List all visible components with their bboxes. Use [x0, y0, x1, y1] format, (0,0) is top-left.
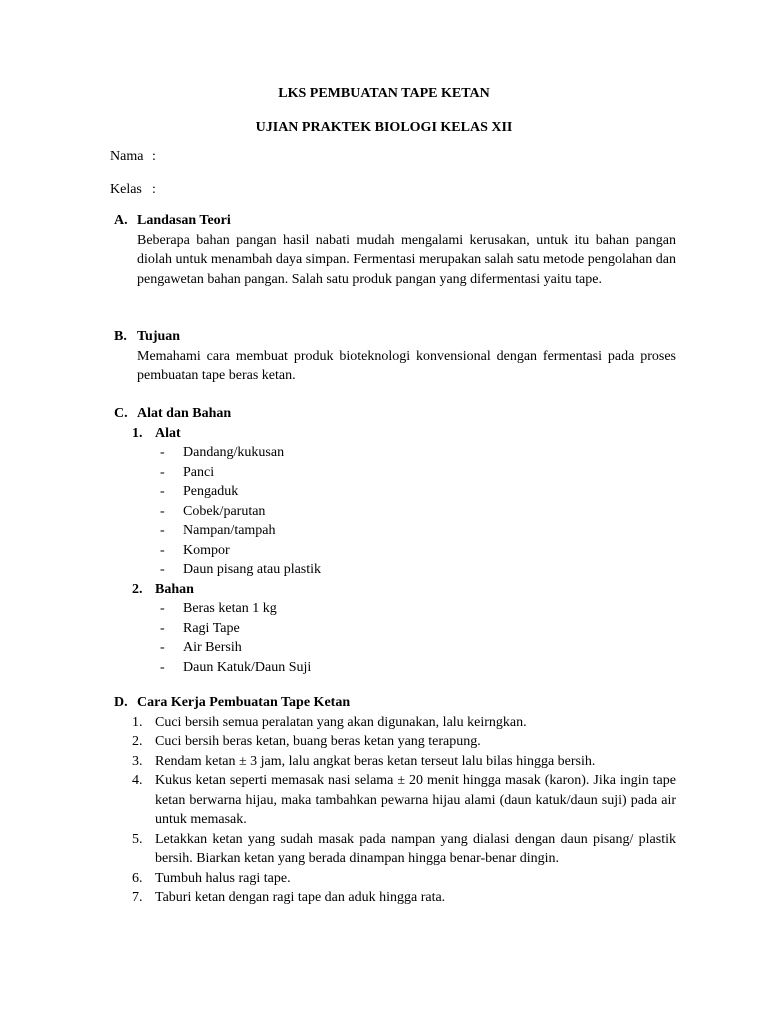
kelas-label: Kelas	[110, 182, 142, 197]
bahan-list	[114, 599, 676, 677]
section-cara-kerja	[114, 693, 676, 908]
step-text: Tumbuh halus ragi tape.	[155, 870, 291, 886]
list-item-text: Pengaduk	[183, 484, 239, 499]
section-heading-text: Cara Kerja Pembuatan Tape Ketan	[137, 695, 351, 710]
step-number: 1.	[132, 714, 143, 730]
list-item-text: Nampan/tampah	[183, 523, 276, 538]
list-item	[114, 541, 676, 561]
step-text: Cuci bersih beras ketan, buang beras ketan yang terapung.	[155, 734, 481, 749]
list-item-text: Air Bersih	[183, 640, 242, 655]
step-text: Kukus ketan seperti memasak nasi selama ± 20 menit hingga masak (karon). Jika ingin tape ketan berwarna hijau, maka tambahkan pewarna hijau alami (daun katuk/daun suji) pada air untuk memasak.	[155, 773, 676, 827]
list-item-text: Panci	[183, 464, 215, 480]
kelas-colon: :	[152, 182, 156, 197]
section-heading	[114, 327, 676, 347]
dash-bullet: -	[160, 640, 165, 655]
dash-bullet: -	[160, 445, 165, 460]
step-item	[114, 752, 676, 772]
list-item	[114, 521, 676, 541]
subsection-heading-bahan	[114, 580, 676, 600]
list-item	[114, 482, 676, 502]
section-heading-text: Tujuan	[137, 329, 181, 344]
section-heading-text: Landasan Teori	[137, 213, 231, 228]
list-item-text: Cobek/parutan	[183, 503, 266, 519]
nama-label: Nama	[110, 149, 144, 164]
dash-bullet: -	[160, 542, 165, 558]
list-item-text: Daun Katuk/Daun Suji	[183, 659, 312, 675]
list-item	[114, 502, 676, 522]
list-item	[114, 443, 676, 463]
section-heading	[114, 211, 676, 231]
kelas-field	[110, 182, 156, 198]
section-letter: A.	[114, 213, 128, 228]
list-item-text: Kompor	[183, 542, 230, 558]
nama-field	[110, 149, 156, 165]
step-number: 2.	[132, 734, 143, 749]
list-item-text: Ragi Tape	[183, 620, 240, 636]
step-number: 7.	[132, 890, 143, 905]
section-heading-text: Alat dan Bahan	[137, 406, 232, 421]
step-text: Taburi ketan dengan ragi tape dan aduk hingga rata.	[155, 890, 446, 905]
section-tujuan	[114, 327, 676, 386]
dash-bullet: -	[160, 523, 165, 538]
list-item	[114, 638, 676, 658]
step-item	[114, 713, 676, 733]
subsection-heading-text: Bahan	[155, 581, 194, 597]
list-item-text: Beras ketan 1 kg	[183, 601, 277, 616]
section-paragraph: Beberapa bahan pangan hasil nabati mudah mengalami kerusakan, untuk itu bahan pangan diolah untuk menambah daya simpan. Fermentasi merupakan salah satu metode pengolahan dan pengawetan bahan pangan. Salah satu produk pangan yang difermentasi yaitu tape.	[137, 232, 676, 287]
dash-bullet: -	[160, 659, 165, 675]
section-alat-dan-bahan	[114, 404, 676, 677]
subsection-number: 1.	[132, 425, 143, 441]
dash-bullet: -	[160, 562, 165, 577]
alat-list	[114, 443, 676, 580]
step-item	[114, 732, 676, 752]
subsection-heading-alat	[114, 424, 676, 444]
section-letter: B.	[114, 329, 127, 344]
section-paragraph: Memahami cara membuat produk bioteknologi konvensional dengan fermentasi pada proses pembuatan tape beras ketan.	[137, 348, 676, 383]
document-subtitle: UJIAN PRAKTEK BIOLOGI KELAS XII	[255, 120, 513, 135]
step-item	[114, 888, 676, 908]
list-item	[114, 619, 676, 639]
document-title: LKS PEMBUATAN TAPE KETAN	[278, 86, 490, 101]
step-text: Rendam ketan ± 3 jam, lalu angkat beras ketan terseut lalu bilas hingga bersih.	[155, 753, 596, 769]
list-item	[114, 599, 676, 619]
dash-bullet: -	[160, 601, 165, 616]
section-letter: D.	[114, 695, 128, 710]
list-item-text: Daun pisang atau plastik	[183, 562, 322, 577]
dash-bullet: -	[160, 503, 165, 519]
dash-bullet: -	[160, 620, 165, 636]
list-item	[114, 560, 676, 580]
list-item	[114, 658, 676, 678]
step-number: 6.	[132, 870, 143, 886]
list-item-text: Dandang/kukusan	[183, 445, 285, 460]
step-number: 3.	[132, 753, 143, 769]
section-heading	[114, 404, 676, 424]
step-text: Cuci bersih semua peralatan yang akan digunakan, lalu keirngkan.	[155, 714, 527, 730]
section-letter: C.	[114, 406, 128, 421]
section-heading	[114, 693, 676, 713]
dash-bullet: -	[160, 464, 165, 480]
dash-bullet: -	[160, 484, 165, 499]
steps-list	[114, 713, 676, 908]
list-item	[114, 463, 676, 483]
step-item	[114, 869, 676, 889]
step-item	[114, 830, 676, 869]
subsection-number: 2.	[132, 581, 143, 597]
nama-colon: :	[152, 149, 156, 164]
step-number: 5.	[132, 831, 143, 847]
step-text: Letakkan ketan yang sudah masak pada nampan yang dialasi dengan daun pisang/ plastik bersih. Biarkan ketan yang berada dinampan hingga benar-benar dingin.	[155, 831, 676, 866]
step-item	[114, 771, 676, 830]
step-number: 4.	[132, 773, 143, 788]
section-landasan-teori	[114, 211, 676, 289]
subsection-heading-text: Alat	[155, 425, 181, 441]
